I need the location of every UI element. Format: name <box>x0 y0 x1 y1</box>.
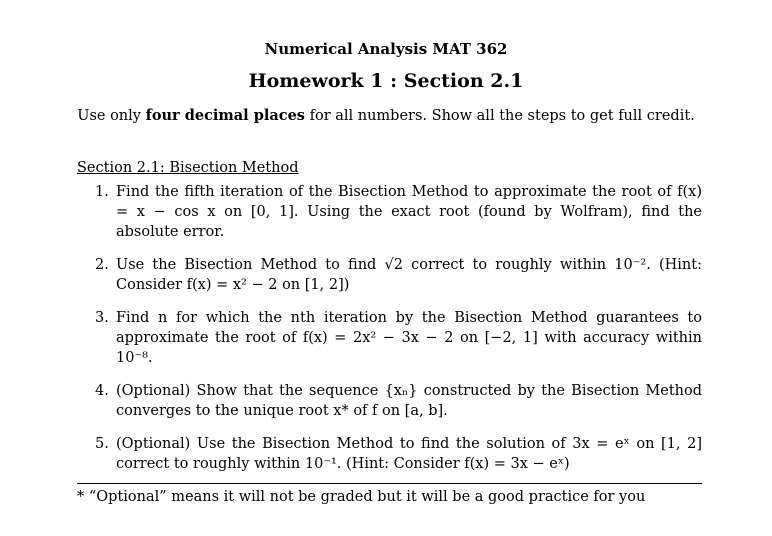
problem-number: 1. <box>95 184 109 200</box>
instructions <box>0 107 772 124</box>
problem-list <box>77 182 702 487</box>
problem-item <box>77 381 702 421</box>
problem-number: 4. <box>95 383 109 399</box>
problem-number: 2. <box>95 257 109 273</box>
problem-number: 5. <box>95 436 109 452</box>
footnote-divider <box>77 483 702 484</box>
instructions-suffix: for all numbers. Show all the steps to get full credit. <box>309 108 695 124</box>
problem-text: Use the Bisection Method to find √2 correct to roughly within 10⁻². (Hint: Consider f(x) = x² − 2 on [1, 2]) <box>116 257 702 293</box>
instructions-prefix: Use only <box>77 108 141 124</box>
problem-number: 3. <box>95 310 109 326</box>
course-title: Numerical Analysis MAT 362 <box>264 40 508 58</box>
problem-text: (Optional) Show that the sequence {xₙ} constructed by the Bisection Method converges to the unique root x* of f on [a, b]. <box>116 383 702 419</box>
homework-title: Homework 1 : Section 2.1 <box>248 70 524 92</box>
problem-item <box>77 308 702 368</box>
problem-text: (Optional) Use the Bisection Method to find the solution of 3x = eˣ on [1, 2] correct to roughly within 10⁻¹. (Hint: Consider f(x) = 3x − eˣ) <box>116 436 702 472</box>
instructions-emphasis: four decimal places <box>145 107 305 124</box>
problem-item <box>77 182 702 242</box>
section-heading: Section 2.1: Bisection Method <box>77 160 299 176</box>
problem-item <box>77 255 702 295</box>
problem-text: Find n for which the nth iteration by the Bisection Method guarantees to approximate the root of f(x) = 2x² − 3x − 2 on [−2, 1] with accuracy within 10⁻⁸. <box>116 310 702 366</box>
problem-item <box>77 434 702 474</box>
problem-text: Find the fifth iteration of the Bisection Method to approximate the root of f(x) = x − cos x on [0, 1]. Using the exact root (found by Wolfram), find the absolute error. <box>116 184 702 240</box>
footnote: * “Optional” means it will not be graded but it will be a good practice for you <box>77 489 646 505</box>
